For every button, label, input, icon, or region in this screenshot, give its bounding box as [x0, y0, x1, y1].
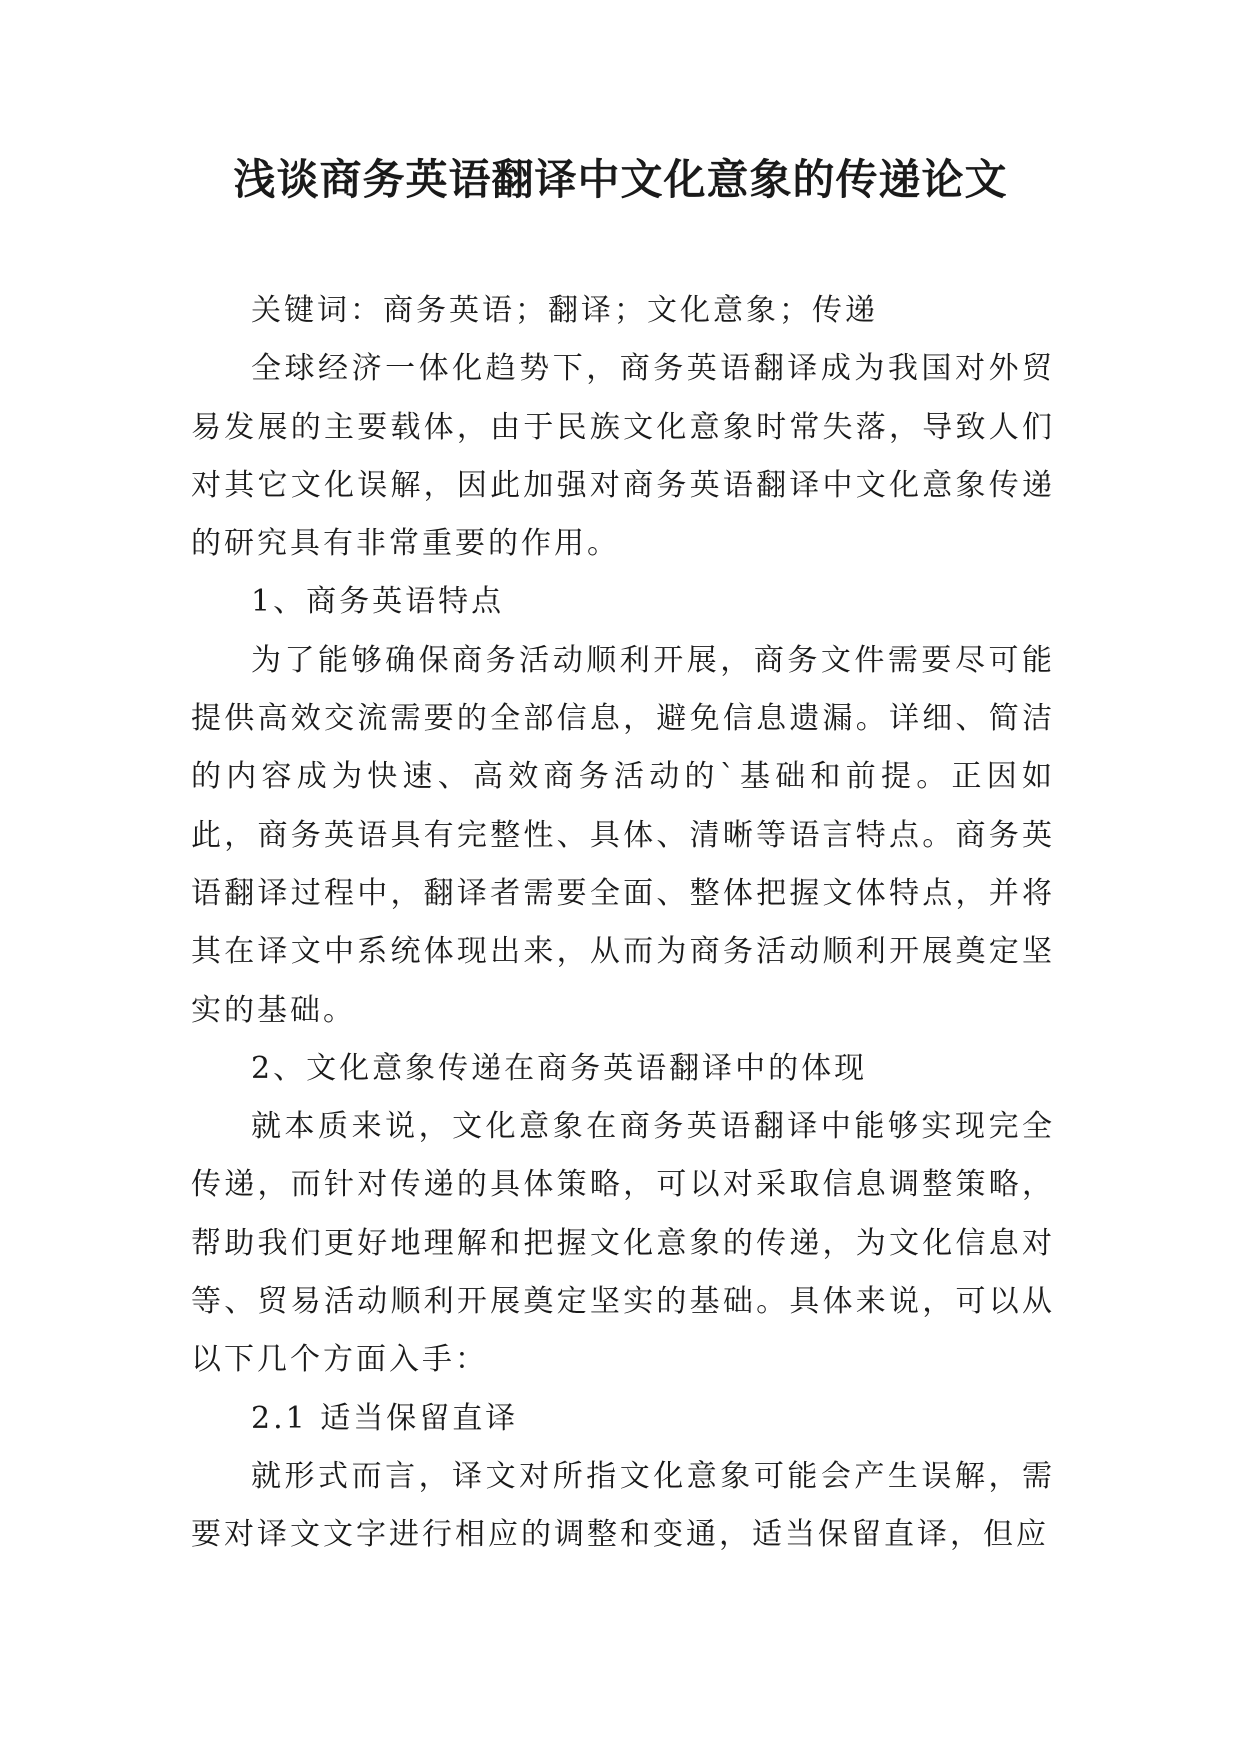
- document-body: [191, 282, 1055, 1565]
- keywords-paragraph: 关键词：商务英语；翻译；文化意象；传递: [251, 293, 878, 328]
- intro-paragraph: 全球经济一体化趋势下，商务英语翻译成为我国对外贸易发展的主要载体，由于民族文化意象时常失落，导致人们对其它文化误解，因此加强对商务英语翻译中文化意象传递的研究具有非常重要的作用。: [191, 351, 1055, 562]
- document-title: 浅谈商务英语翻译中文化意象的传递论文: [233, 155, 1008, 204]
- section-heading-2: 2、文化意象传递在商务英语翻译中的体现: [251, 1050, 868, 1086]
- subsection-heading-2-1: 2.1 适当保留直译: [251, 1400, 519, 1436]
- section-1-paragraph: 为了能够确保商务活动顺利开展，商务文件需要尽可能提供高效交流需要的全部信息，避免信息遗漏。详细、简洁的内容成为快速、高效商务活动的`基础和前提。正因如此，商务英语具有完整性、具体、清晰等语言特点。商务英语翻译过程中，翻译者需要全面、整体把握文体特点，并将其在译文中系统体现出来，从而为商务活动顺利开展奠定坚实的基础。: [191, 642, 1055, 1028]
- section-heading-1: 1、商务英语特点: [251, 584, 505, 620]
- subsection-2-1-paragraph: 就形式而言，译文对所指文化意象可能会产生误解，需要对译文文字进行相应的调整和变通，适当保留直译，但应: [191, 1458, 1055, 1553]
- section-2-paragraph: 就本质来说，文化意象在商务英语翻译中能够实现完全传递，而针对传递的具体策略，可以对采取信息调整策略，帮助我们更好地理解和把握文化意象的传递，为文化信息对等、贸易活动顺利开展奠定坚实的基础。具体来说，可以从以下几个方面入手：: [191, 1109, 1055, 1378]
